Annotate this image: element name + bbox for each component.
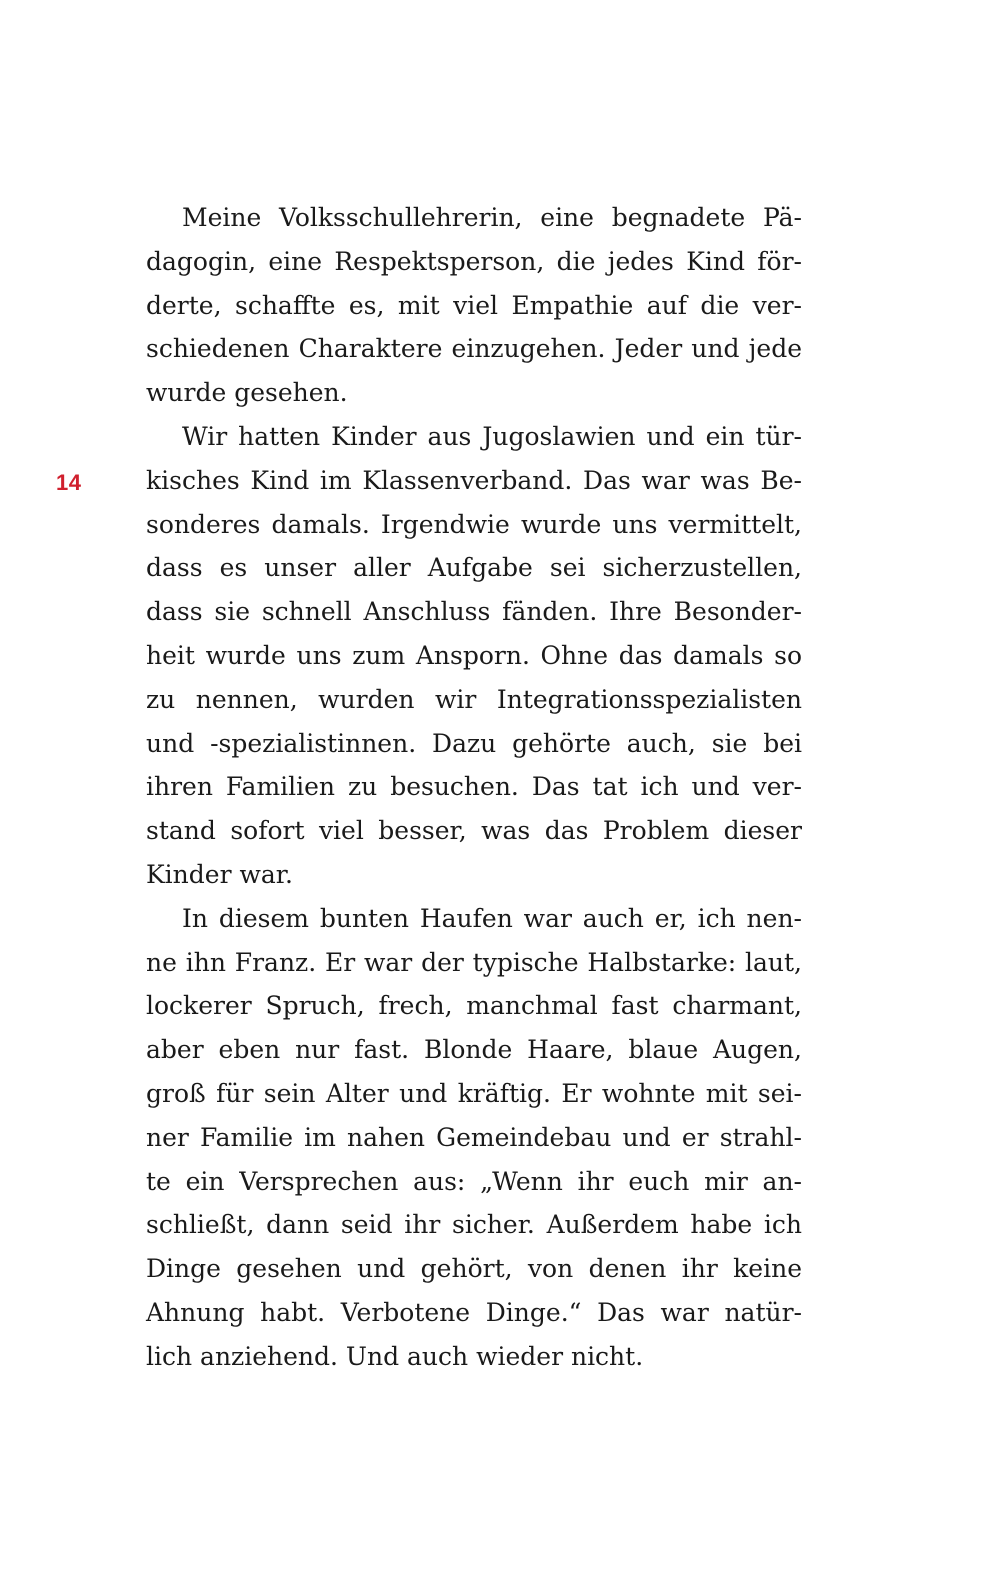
text-line: te ein Versprechen aus: „Wenn ihr euch mir an- bbox=[146, 1166, 802, 1196]
text-line: ihren Familien zu besuchen. Das tat ich und ver- bbox=[146, 772, 802, 802]
text-line: lich anziehend. Und auch wieder nicht. bbox=[146, 1341, 644, 1371]
text-line: stand sofort viel besser, was das Problem dieser bbox=[146, 816, 802, 846]
text-line: zu nennen, wurden wir Integrationsspezialisten bbox=[146, 684, 802, 714]
text-line: kisches Kind im Klassenverband. Das war was Be- bbox=[146, 465, 802, 495]
text-line: In diesem bunten Haufen war auch er, ich nen- bbox=[182, 903, 802, 933]
text-line: schließt, dann seid ihr sicher. Außerdem habe ich bbox=[146, 1210, 802, 1240]
text-line: wurde gesehen. bbox=[146, 378, 348, 408]
text-line: schiedenen Charaktere einzugehen. Jeder und jede bbox=[146, 334, 802, 364]
text-line: lockerer Spruch, frech, manchmal fast charmant, bbox=[146, 991, 802, 1021]
page-number: 14 bbox=[56, 470, 82, 495]
text-line: aber eben nur fast. Blonde Haare, blaue Augen, bbox=[146, 1035, 802, 1065]
text-line: Wir hatten Kinder aus Jugoslawien und ein tür- bbox=[182, 421, 802, 451]
text-line: ne ihn Franz. Er war der typische Halbstarke: laut, bbox=[146, 947, 802, 977]
text-line: heit wurde uns zum Ansporn. Ohne das damals so bbox=[146, 640, 802, 670]
text-line: sonderes damals. Irgendwie wurde uns vermittelt, bbox=[146, 509, 802, 539]
text-line: und -spezialistinnen. Dazu gehörte auch, sie bei bbox=[146, 728, 802, 758]
text-line: dass sie schnell Anschluss fänden. Ihre Besonder- bbox=[146, 597, 802, 627]
text-line: Ahnung habt. Verbotene Dinge.“ Das war natür- bbox=[146, 1297, 802, 1327]
text-line: Meine Volksschullehrerin, eine begnadete Pä- bbox=[182, 203, 802, 232]
body-text bbox=[146, 196, 802, 1379]
text-line: dass es unser aller Aufgabe sei sicherzustellen, bbox=[146, 553, 802, 583]
text-line: derte, schaffte es, mit viel Empathie auf die ver- bbox=[146, 290, 802, 320]
text-line: ner Familie im nahen Gemeindebau und er strahl- bbox=[146, 1122, 802, 1152]
text-line: Dinge gesehen und gehört, von denen ihr keine bbox=[146, 1254, 802, 1284]
text-line: groß für sein Alter und kräftig. Er wohnte mit sei- bbox=[146, 1078, 802, 1108]
text-line: Kinder war. bbox=[146, 859, 293, 889]
text-line: dagogin, eine Respektsperson, die jedes Kind för- bbox=[146, 246, 802, 276]
